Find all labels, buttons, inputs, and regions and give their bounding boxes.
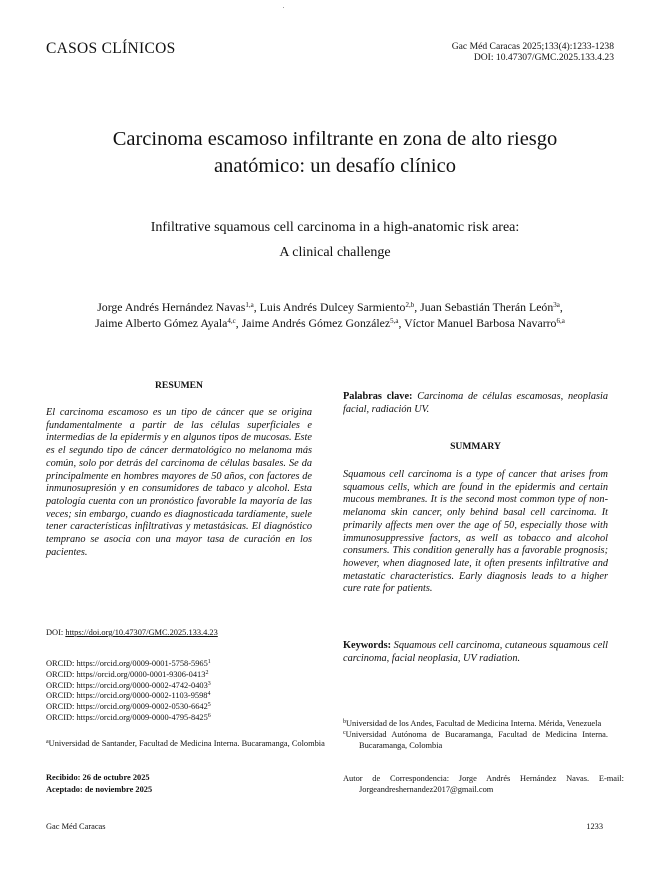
footer-journal: Gac Méd Caracas [46,822,106,831]
author-separator: , [235,316,242,330]
author-name: Jorge Andrés Hernández Navas [97,300,246,314]
affiliation-a [46,739,328,750]
dates [46,772,312,796]
author-separator: , [414,300,421,314]
subtitle-line: A clinical challenge [279,245,391,260]
author-line [30,315,630,331]
subtitle-line: Infiltrative squamous cell carcinoma in a high-anatomic risk area: [150,220,520,235]
author-name: Jaime Alberto Gómez Ayala [95,316,228,330]
keywords [343,640,608,665]
author-separator: , [398,316,405,330]
affiliation-c [343,730,608,752]
author-affiliation-mark: 1,a [245,301,254,309]
orcid-mark: 4 [207,691,211,698]
orcid-list [46,659,312,724]
author-affiliation-mark: 2,b [405,301,415,309]
author-affiliation-mark: 3a [553,301,560,309]
resumen-heading: RESUMEN [155,380,203,391]
orcid-item [46,702,312,713]
orcid-item [46,691,312,702]
orcid-item [46,713,312,724]
author-affiliation-mark: 5,a [390,317,399,325]
citation-doi: DOI: 10.47307/GMC.2025.133.4.23 [473,52,614,63]
title-line: Carcinoma escamoso infiltrante en zona de alto riesgo [112,128,558,150]
orcid-item [46,681,312,692]
accepted-date: Aceptado: de noviembre 2025 [46,785,153,794]
author-name: Víctor Manuel Barbosa Navarro [404,316,557,330]
journal-citation [452,41,614,63]
author-separator: , [559,300,563,314]
orcid-item [46,670,312,681]
orcid-mark: 3 [207,680,211,687]
author-name: Luis Andrés Dulcey Sarmiento [259,300,406,314]
resumen-text: El carcinoma escamoso es un tipo de cáncer que se origina fundamentalmente a partir de las células superficiales e intermedias de la epidermis y en algunos tipos de mucosas. Este es el segundo tipo de cáncer dermatológico no melanoma más común, solo por detrás del carcinoma de células basales. Se da principalmente en hombres mayores de 50 años, con factores de inmunosupresión y en consumidores de tabaco y alcohol. Esta patología cuenta con un pronóstico favorable la mayoría de las veces; sin embargo, cuando es diagnosticada tardíamente, suele tener características infiltrativas y metastásicas. El diagnóstico temprano se asocia con una mayor tasa de curación en los pacientes. [46,407,312,558]
author-line [30,299,630,315]
doi-line [46,628,312,639]
affiliation-text: Universidad de los Andes, Facultad de Medicina Interna. Mérida, Venezuela [346,719,602,728]
citation-line: Gac Méd Caracas 2025;133(4):1233-1238 [451,41,614,52]
page-number: 1233 [586,822,603,831]
title-line: anatómico: un desafío clínico [214,155,456,177]
author-name: Juan Sebastián Therán León [420,300,554,314]
english-title [50,215,620,265]
orcid-link[interactable]: ORCID: https://orcid.org/0009-0001-5758-5965 [46,659,208,668]
palabras-clave [343,391,608,416]
doi-label: DOI: [46,628,66,637]
orcid-mark: 6 [207,712,211,719]
author-separator: , [253,300,260,314]
affiliation-mark: a [46,739,49,745]
affiliation-mark: b [343,719,346,725]
article-title [50,126,620,180]
author-list [30,299,630,331]
orcid-link[interactable]: ORCID: https://orcid.org/0000-0002-4742-0403 [46,680,208,690]
orcid-mark: 2 [205,669,209,676]
orcid-link[interactable]: ORCID: https://orcid.org/0009-0000-4795-8425 [46,712,208,722]
orcid-link[interactable]: ORCID: https//orcid.org/0000-0001-9306-0413 [46,669,206,679]
correspondence: Autor de Correspondencia: Jorge Andrés Hernández Navas. E-mail: Jorgeandreshernandez2017@gmail.com [343,774,624,794]
keywords-text: Squamous cell carcinoma, cutaneous squamous cell carcinoma, facial neoplasia, UV radiation. [343,640,608,664]
author-affiliation-mark: 4,c [227,317,236,325]
summary-heading: SUMMARY [450,441,501,452]
affiliations-right [343,719,608,751]
affiliation-text: Universidad de Santander, Facultad de Medicina Interna. Bucaramanga, Colombia [48,739,325,748]
orcid-mark: 1 [207,659,211,665]
section-label: CASOS CLÍNICOS [46,40,176,57]
orcid-link[interactable]: ORCID: https://orcid.org/0009-0002-0530-6642 [46,702,208,712]
orcid-link[interactable]: ORCID: https://orcid.org/0000-0002-1103-9598 [46,691,208,701]
affiliation-mark: c [343,729,346,736]
keywords-label: Keywords: [343,640,392,651]
doi-link[interactable]: https://doi.org/10.47307/GMC.2025.133.4.23 [65,628,218,637]
affiliation-b [343,719,608,730]
page-mark [283,7,284,8]
palabras-clave-label: Palabras clave: [343,391,413,402]
orcid-mark: 5 [207,702,211,709]
author-affiliation-mark: 6,a [556,317,565,325]
received-date: Recibido: 26 de octubre 2025 [46,773,150,782]
palabras-clave-text: Carcinoma de células escamosas, neoplasia facial, radiación UV. [343,391,609,415]
summary-text: Squamous cell carcinoma is a type of cancer that arises from squamous cells, which are found in the epidermis and certain mucous membranes. It is the second most common type of non-melanoma skin cancer, only behind basal cell carcinoma. It primarily affects men over the age of 50, especially those with immunosuppressive factors, as well as tobacco and alcohol consumers. This condition generally has a favorable prognosis; however, when diagnosed late, it often presents infiltrative and metastatic characteristics. Early diagnosis leads to a higher cure rate for patients. [343,469,608,595]
affiliation-text: Universidad Autónoma de Bucaramanga, Facultad de Medicina Interna. Bucaramanga, Colombia [345,729,608,750]
orcid-item [46,659,312,670]
author-name: Jaime Andrés Gómez González [241,316,391,330]
